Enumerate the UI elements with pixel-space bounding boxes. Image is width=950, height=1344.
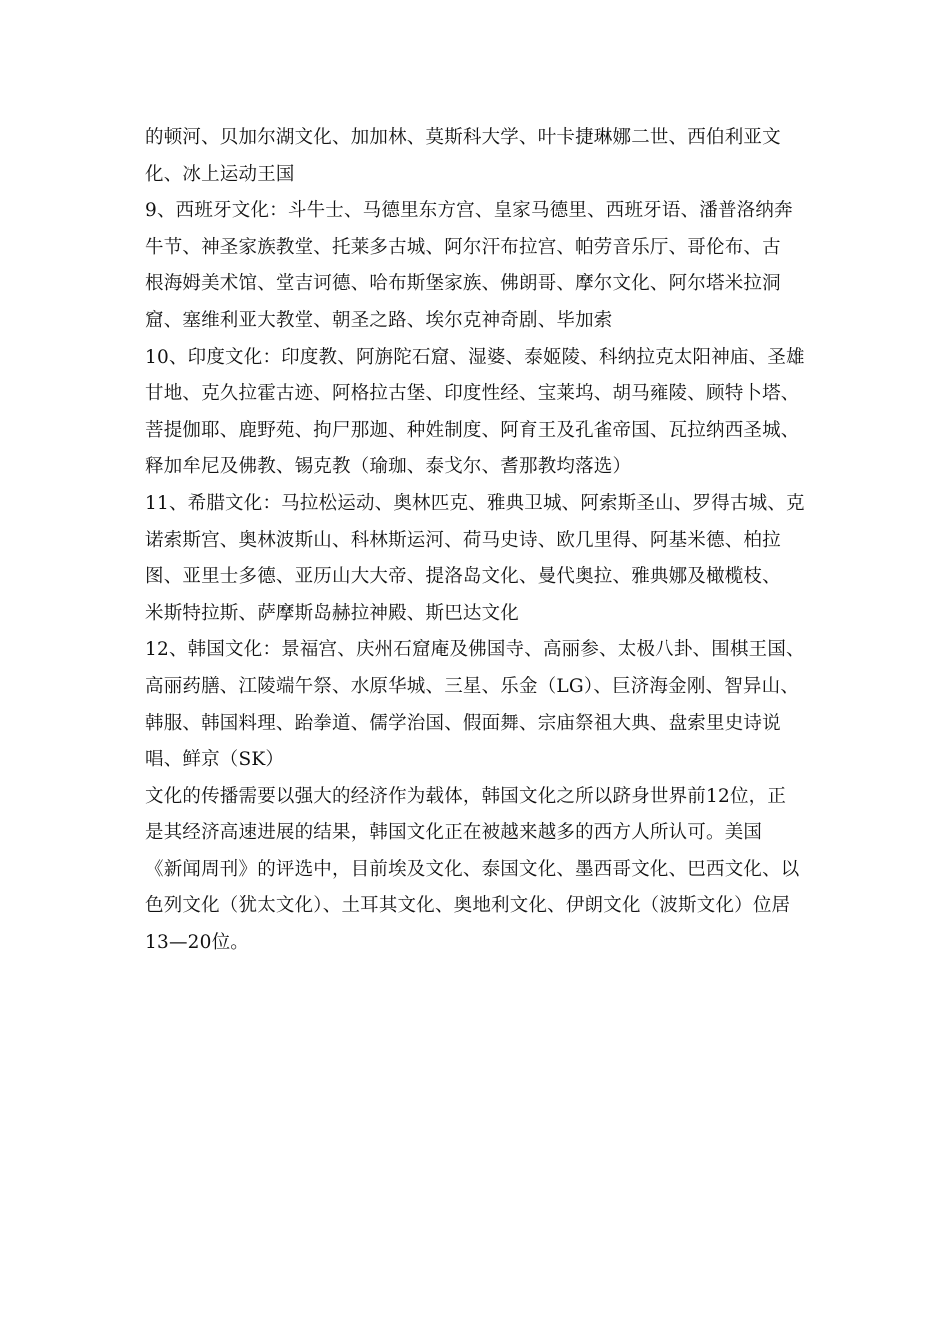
text-line: 的顿河、贝加尔湖文化、加加林、莫斯科大学、叶卡捷琳娜二世、西伯利亚文: [145, 127, 781, 148]
text-line: 窟、塞维利亚大教堂、朝圣之路、埃尔克神奇剧、毕加索: [145, 309, 613, 331]
text-line: 9、西班牙文化：斗牛士、马德里东方宫、皇家马德里、西班牙语、潘普洛纳奔: [145, 200, 793, 222]
text-line: 唱、鲜京（SK）: [145, 749, 285, 771]
text-line: 高丽药膳、江陵端午祭、水原华城、三星、乐金（LG）、巨济海金刚、智异山、: [145, 675, 800, 697]
text-line: 甘地、克久拉霍古迹、阿格拉古堡、印度性经、宝莱坞、胡马雍陵、顾特卜塔、: [145, 383, 800, 405]
text-line: 菩提伽耶、鹿野苑、拘尸那迦、种姓制度、阿育王及孔雀帝国、瓦拉纳西圣城、: [145, 419, 800, 441]
text-line: 牛节、神圣家族教堂、托莱多古城、阿尔汗布拉宫、帕劳音乐厅、哥伦布、古: [145, 236, 781, 258]
text-line: 是其经济高速进展的结果，韩国文化正在被越来越多的西方人所认可。美国: [145, 822, 763, 844]
text-line: 文化的传播需要以强大的经济作为载体，韩国文化之所以跻身世界前12位，正: [145, 785, 787, 807]
text-line: 13—20位。: [145, 932, 249, 954]
document-body: [145, 120, 810, 962]
text-line: 10、印度文化：印度教、阿旃陀石窟、湿婆、泰姬陵、科纳拉克太阳神庙、圣雄: [145, 346, 805, 368]
text-line: 释加牟尼及佛教、锡克教（瑜珈、泰戈尔、耆那教均落选）: [145, 456, 632, 478]
text-line: 图、亚里士多德、亚历山大大帝、提洛岛文化、曼代奥拉、雅典娜及橄榄枝、: [145, 566, 781, 588]
text-line: 《新闻周刊》的评选中，目前埃及文化、泰国文化、墨西哥文化、巴西文化、以: [145, 858, 800, 880]
text-line: 12、韩国文化：景福宫、庆州石窟庵及佛国寺、高丽参、太极八卦、围棋王国、: [145, 639, 805, 661]
text-line: 化、冰上运动王国: [145, 163, 295, 185]
text-line: 11、希腊文化：马拉松运动、奥林匹克、雅典卫城、阿索斯圣山、罗得古城、克: [145, 492, 805, 514]
text-line: 诺索斯宫、奥林波斯山、科林斯运河、荷马史诗、欧几里得、阿基米德、柏拉: [145, 529, 781, 551]
text-line: 韩服、韩国料理、跆拳道、儒学治国、假面舞、宗庙祭祖大典、盘索里史诗说: [145, 712, 781, 734]
text-line: 色列文化（犹太文化）、土耳其文化、奥地利文化、伊朗文化（波斯文化）位居: [145, 895, 791, 917]
text-line: 米斯特拉斯、萨摩斯岛赫拉神殿、斯巴达文化: [145, 602, 520, 624]
text-line: 根海姆美术馆、堂吉诃德、哈布斯堡家族、佛朗哥、摩尔文化、阿尔塔米拉洞: [145, 273, 781, 295]
